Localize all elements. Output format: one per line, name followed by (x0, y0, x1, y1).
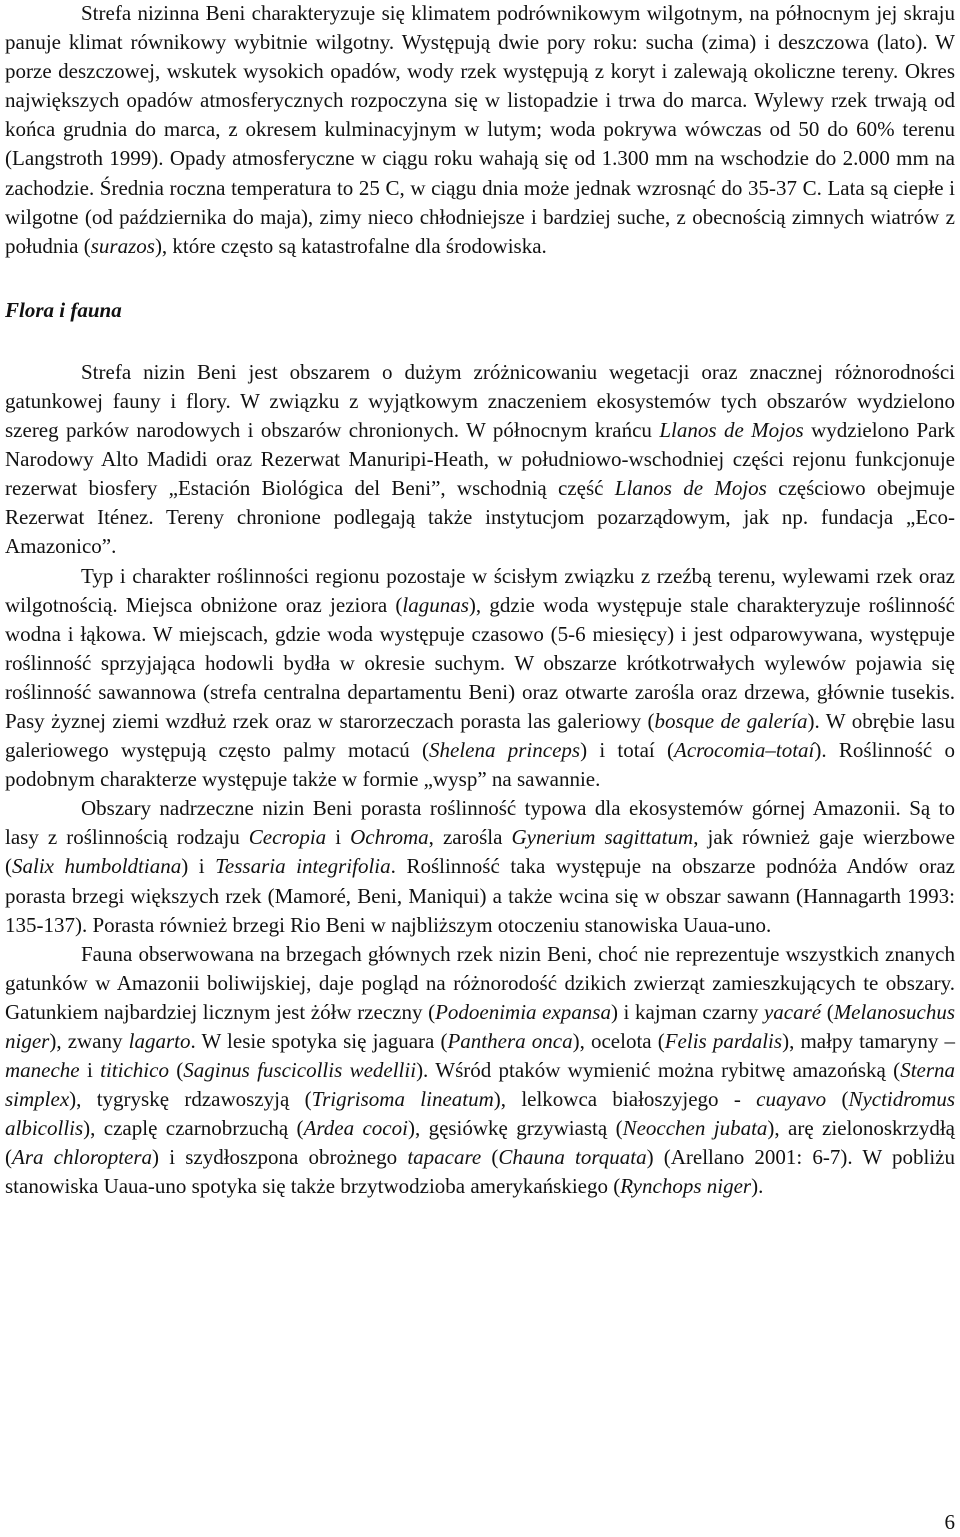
italic-term: Salix humboldtiana (12, 854, 182, 879)
italic-term: Melanosuchus niger (5, 999, 956, 1053)
text-run: ), czaplę czarnobrzuchą ( (83, 1116, 304, 1141)
text-run: częściowo obejmuje Rezerwat Iténez. Tereny chronione podlegają także instytucjom pozarządowym, jak np. fundacja „Eco-Amazonico”. (5, 476, 956, 559)
italic-term: Sterna simplex (5, 1058, 956, 1112)
italic-term: Ardea cocoi (303, 1116, 408, 1141)
text-run: ( (481, 1145, 499, 1170)
italic-term: tapacare (407, 1145, 482, 1170)
italic-term: Felis pardalis (664, 1029, 783, 1053)
italic-term: Nyctidromus albicollis (5, 1087, 956, 1141)
italic-term: Ochroma (350, 825, 429, 850)
italic-term: Tessaria integrifolia (215, 854, 391, 879)
text-run: . W lesie spotyka się jaguara ( (190, 1029, 448, 1053)
italic-term: Llanos de Mojos (659, 418, 804, 443)
paragraph-vegetation (5, 562, 955, 795)
italic-term: Gynerium sagittatum (511, 825, 694, 850)
text-run: ). W obrębie lasu galeriowego występują często palmy motacú ( (5, 708, 955, 763)
text-run: , zarośla (428, 825, 512, 850)
paragraph-climate (5, 0, 955, 261)
italic-term: maneche (5, 1058, 80, 1083)
text-run: ( (168, 1058, 184, 1083)
text-run: ( (826, 1087, 849, 1112)
italic-term: titichico (100, 1058, 169, 1083)
text-run: ), lelkowca białoszyjego - (493, 1087, 757, 1112)
text-run: , jak również gaje wierzbowe ( (5, 825, 956, 879)
text-run: ) i totaí ( (580, 738, 675, 763)
text-run: wydzielono Park Narodowy Alto Madidi oraz Rezerwat Manuripi-Heath, w południowo-wschodniej części rejonu funkcjonuje rezerwat biosfery „Estación Biológica del Beni”, wschodnią część (5, 418, 955, 501)
text-run: ). Roślinność o podobnym charakterze występuje także w formie „wysp” na sawannie. (5, 738, 955, 792)
italic-term: Ara chloroptera (12, 1145, 153, 1170)
text-run: ). Wśród ptaków wymienić można rybitwę amazońską ( (416, 1058, 901, 1083)
document-page (5, 0, 955, 1202)
paragraph-protected-areas (5, 358, 955, 562)
text-run: ( (821, 999, 834, 1024)
text-run: ) i kajman czarny (610, 999, 764, 1024)
text-run: Fauna obserwowana na brzegach głównych rzek nizin Beni, choć nie reprezentuje wszystkich znanych gatunków w Amazonii boliwijskiej, daje pogląd na różnorodość dzikich zwierząt zamieszkujących te obszary. Gatunkiem najbardziej licznym jest żółw rzeczny ( (5, 941, 955, 1024)
text-run: i (79, 1058, 101, 1083)
text-run: Obszary nadrzeczne nizin Beni porasta roślinność typowa dla ekosystemów górnej Amazonii. Są to lasy z roślinnością rodzaju (5, 796, 955, 850)
italic-term: Panthera onca (447, 1029, 573, 1053)
italic-term: Acrocomia–totaí (674, 738, 815, 763)
italic-term: Trigrisoma lineatum (311, 1087, 494, 1112)
italic-term: surazos (90, 233, 155, 258)
text-run: ), arę zielonoskrzydłą ( (5, 1116, 955, 1170)
italic-term: Podoenimia expansa (435, 999, 611, 1024)
text-run: . Roślinność taka występuje na obszarze podnóża Andów oraz porasta brzegi większych rzek (Mamoré, Beni, Maniqui) a także wcina się w obszar sawann (Hannagarth 1993: 135-137). Porasta również brzegi Rio Beni w najbliższym otoczeniu stanowiska Uaua-uno. (5, 854, 955, 937)
text-run: i (326, 825, 351, 850)
paragraph-riverside-vegetation (5, 794, 955, 939)
text-run: ), które często są katastrofalne dla środowiska. (154, 233, 547, 258)
text-run: ), ocelota ( (572, 1029, 665, 1053)
italic-term: Neocchen jubata (622, 1116, 768, 1141)
text-run: Typ i charakter roślinności regionu pozostaje w ścisłym związku z rzeźbą terenu, wylewami rzek oraz wilgotnością. Miejsca obniżone oraz jeziora ( (5, 563, 955, 617)
italic-term: Cecropia (248, 825, 327, 850)
page-number: 6 (944, 1510, 955, 1534)
text-run: ), gęsiówkę grzywiastą ( (407, 1116, 623, 1141)
text-run: Strefa nizinna Beni charakteryzuje się klimatem podrównikowym wilgotnym, na północnym jej skraju panuje klimat równikowy wybitnie wilgotny. Występują dwie pory roku: sucha (zima) i deszczowa (lato). W porze deszczowej, wskutek wysokich opadów, wody rzek występują z koryt i zalewają okoliczne tereny. Okres największych opadów atmosferycznych rozpoczyna się w listopadzie i trwa do marca. Wylewy rzek trwają od końca grudnia do marca, z okresem kulminacyjnym w lutym; woda pokrywa wówczas od 50 do 60% terenu (Langstroth 1999). Opady atmosferyczne w ciągu roku wahają się od 1.300 mm na wschodzie do 2.000 mm na zachodzie. Średnia roczna temperatura to 25 C, w ciągu dnia może jednak wzrosnąć do 35-37 C. Lata są ciepłe i wilgotne (od października do maja), zimy nieco chłodniejsze i bardziej suche, z obecnością zimnych wiatrów z południa ( (5, 1, 955, 258)
text-run: ), małpy tamaryny – (782, 1029, 955, 1053)
italic-term: bosque de galería (654, 708, 808, 733)
italic-term: yacaré (763, 999, 822, 1024)
paragraph-fauna (5, 940, 955, 1202)
italic-term: lagunas (402, 592, 469, 617)
text-run: Strefa nizin Beni jest obszarem o dużym zróżnicowaniu wegetacji oraz znacznej różnorodności gatunkowej fauny i flory. W związku z wyjątkowym znaczeniem ekosystemów tych obszarów wydzielono szereg parków narodowych i obszarów chronionych. W północnym krańcu (5, 359, 955, 443)
italic-term: Shelena princeps (429, 738, 581, 763)
text-run: ) (Arellano 2001: 6-7). W pobliżu stanowiska Uaua-uno spotyka się także brzytwodzioba amerykańskiego ( (5, 1145, 955, 1199)
text-run: ), tygryskę rdzawoszyją ( (69, 1087, 312, 1112)
italic-term: lagarto (128, 1029, 191, 1053)
text-run: ) i (181, 854, 216, 879)
italic-term: Llanos de Mojos (614, 476, 767, 501)
italic-term: Rynchops niger (620, 1174, 752, 1199)
text-run: ). (751, 1174, 764, 1199)
text-run: ) i szydłoszpona obrożnego (152, 1145, 408, 1170)
text-run: ), gdzie woda występuje stale charakteryzuje roślinność wodna i łąkowa. W miejscach, gdzie woda występuje czasowo (5-6 miesięcy) i jest odparowywana, występuje roślinność sprzyjająca hodowli bydła w okresie suchym. W obszarze krótkotrwałych wylewów pojawia się roślinność sawannowa (strefa centralna departamentu Beni) oraz otwarte zarośla oraz drzewa, głównie tusekis. Pasy żyznej ziemi wzdłuż rzek oraz w starorzeczach porasta las galeriowy ( (5, 592, 955, 733)
italic-term: Chauna torquata (498, 1145, 647, 1170)
italic-term: Saginus fuscicollis wedellii (183, 1058, 417, 1083)
text-run: ), zwany (49, 1029, 129, 1053)
section-heading: Flora i fauna (5, 297, 122, 322)
italic-term: cuayavo (756, 1087, 827, 1112)
